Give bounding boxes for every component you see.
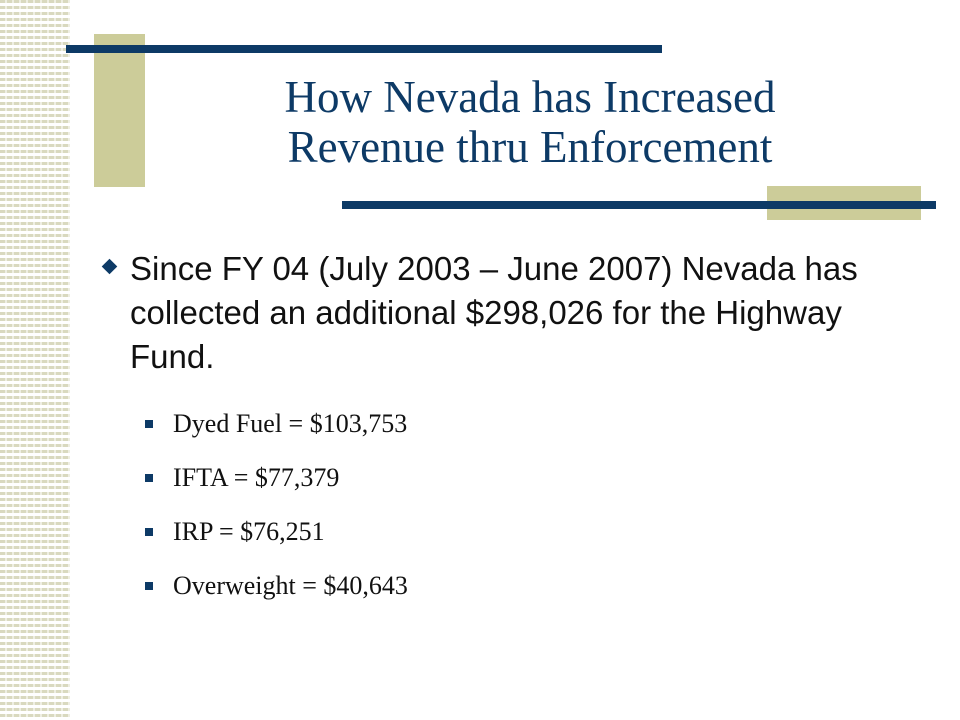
main-bullet-item <box>100 247 920 379</box>
sub-bullet-text: Dyed Fuel = $103,753 <box>173 409 408 438</box>
title-rule-top <box>66 45 662 53</box>
title-rule-bottom <box>342 201 936 209</box>
sub-bullet-list <box>145 405 408 621</box>
slide-title-line-1: How Nevada has Increased <box>284 72 776 122</box>
square-bullet-icon <box>145 582 153 590</box>
sub-bullet-item <box>145 459 408 513</box>
sub-bullet-text: IRP = $76,251 <box>173 517 325 546</box>
decorative-tan-block-top <box>94 34 145 187</box>
square-bullet-icon <box>145 528 153 536</box>
sub-bullet-item <box>145 513 408 567</box>
slide-title <box>150 72 910 172</box>
diamond-bullet-icon <box>102 259 118 275</box>
square-bullet-icon <box>145 474 153 482</box>
decorative-stripe-band <box>0 0 70 720</box>
sub-bullet-item <box>145 405 408 459</box>
slide-title-line-2: Revenue thru Enforcement <box>287 122 773 172</box>
sub-bullet-item <box>145 567 408 621</box>
square-bullet-icon <box>145 420 153 428</box>
sub-bullet-text: Overweight = $40,643 <box>173 571 408 600</box>
sub-bullet-text: IFTA = $77,379 <box>173 463 340 492</box>
main-bullet-text: Since FY 04 (July 2003 – June 2007) Nevada has collected an additional $298,026 for the Highway Fund. <box>130 250 858 375</box>
